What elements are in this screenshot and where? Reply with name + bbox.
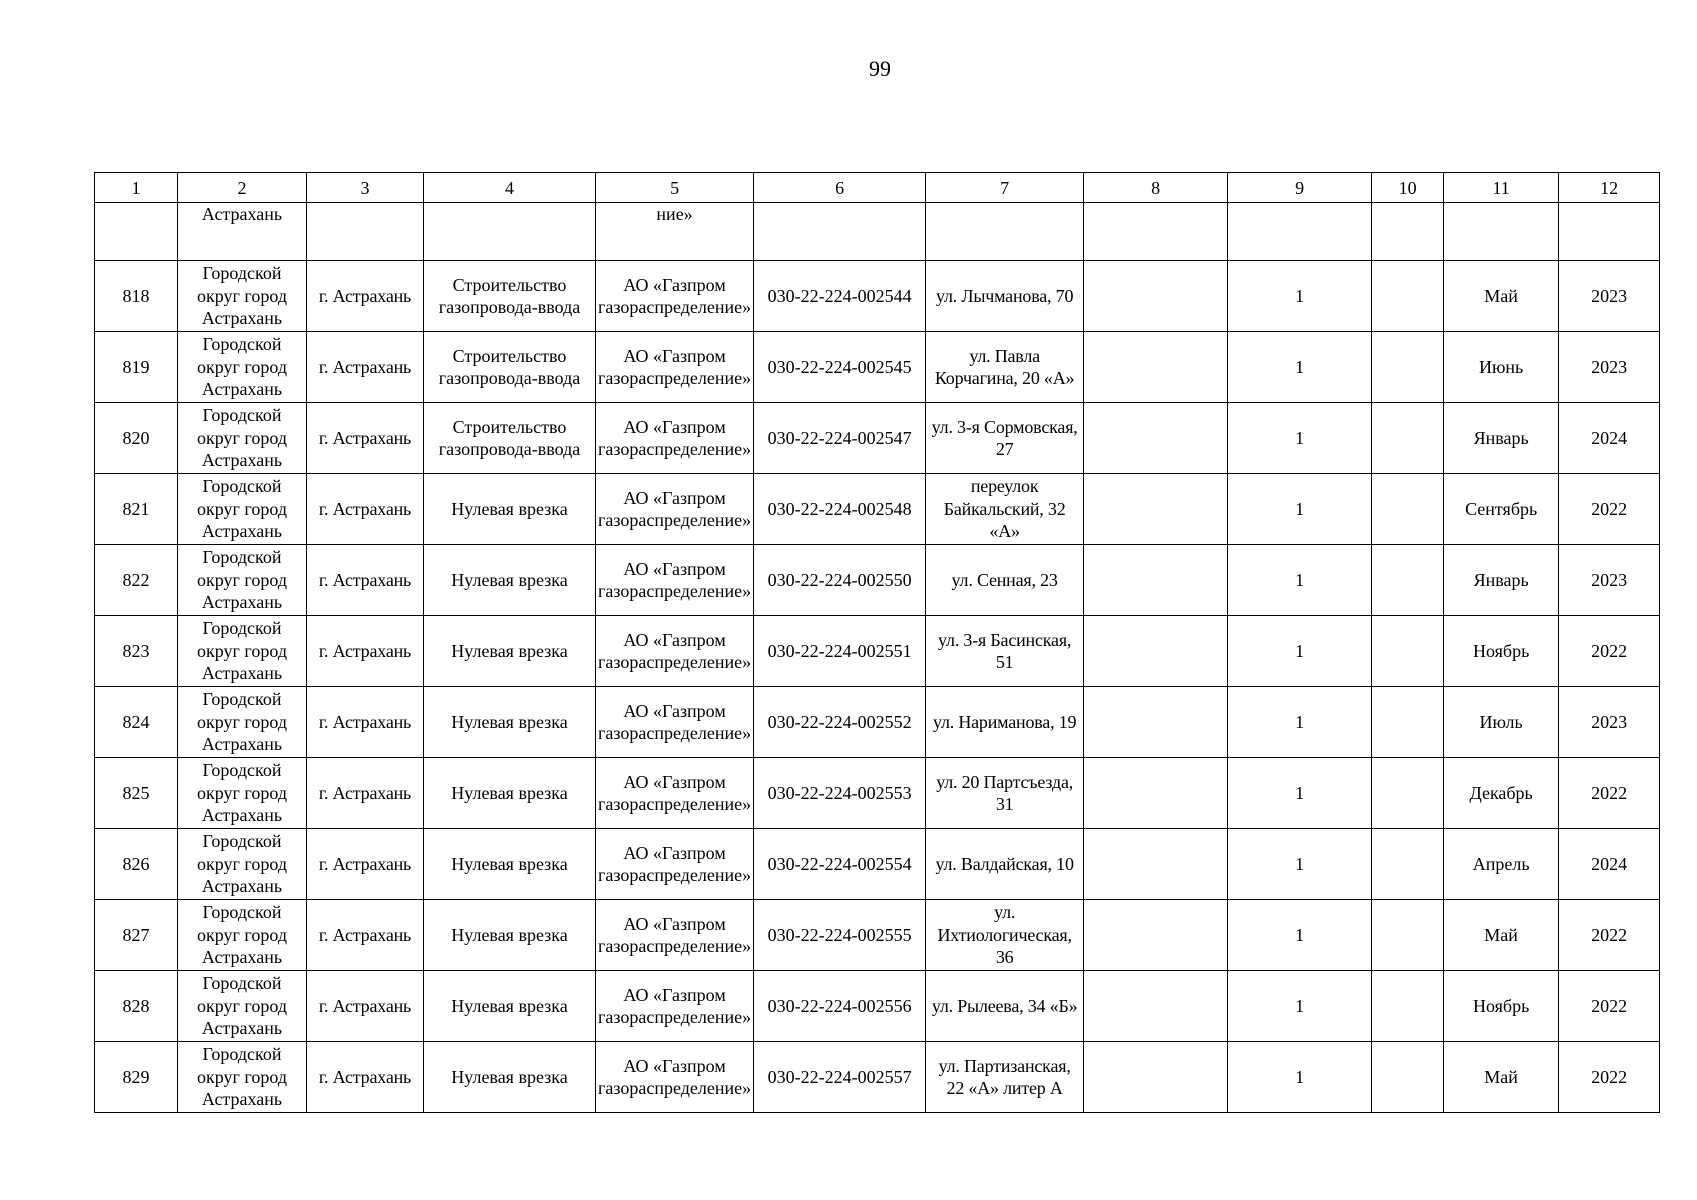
table-cell: ние»: [596, 203, 754, 261]
column-number: 8: [1084, 173, 1228, 203]
table-row: [95, 758, 1660, 829]
column-8-cell: [1084, 403, 1228, 474]
column-10-cell: [1372, 261, 1444, 332]
year-cell: 2022: [1559, 758, 1660, 829]
row-number-cell: 824: [95, 687, 178, 758]
column-8-cell: [1084, 261, 1228, 332]
object-code-cell: 030-22-224-002556: [754, 971, 926, 1042]
month-cell: Май: [1444, 261, 1559, 332]
column-number: 5: [596, 173, 754, 203]
column-number: 6: [754, 173, 926, 203]
column-8-cell: [1084, 687, 1228, 758]
address-cell: ул. 20 Партсъезда, 31: [926, 758, 1084, 829]
month-cell: Ноябрь: [1444, 616, 1559, 687]
object-code-cell: 030-22-224-002555: [754, 900, 926, 971]
column-number: 7: [926, 173, 1084, 203]
work-type-cell: Нулевая врезка: [424, 687, 596, 758]
column-10-cell: [1372, 758, 1444, 829]
settlement-cell: г. Астрахань: [307, 261, 424, 332]
object-code-cell: 030-22-224-002544: [754, 261, 926, 332]
column-number: 3: [307, 173, 424, 203]
municipality-cell: Городской округ город Астрахань: [178, 1042, 307, 1113]
table-cell: [1559, 203, 1660, 261]
settlement-cell: г. Астрахань: [307, 474, 424, 545]
column-number: 11: [1444, 173, 1559, 203]
continued-row: [95, 203, 1660, 261]
column-8-cell: [1084, 474, 1228, 545]
municipality-cell: Городской округ город Астрахань: [178, 545, 307, 616]
row-number-cell: 827: [95, 900, 178, 971]
table-row: [95, 1042, 1660, 1113]
column-10-cell: [1372, 900, 1444, 971]
municipality-cell: Городской округ город Астрахань: [178, 261, 307, 332]
column-number: 12: [1559, 173, 1660, 203]
row-number-cell: 826: [95, 829, 178, 900]
column-10-cell: [1372, 971, 1444, 1042]
column-10-cell: [1372, 545, 1444, 616]
column-8-cell: [1084, 332, 1228, 403]
quantity-cell: 1: [1228, 971, 1372, 1042]
address-cell: ул. Партизанская, 22 «А» литер А: [926, 1042, 1084, 1113]
work-type-cell: Нулевая врезка: [424, 971, 596, 1042]
column-10-cell: [1372, 332, 1444, 403]
table-row: [95, 829, 1660, 900]
column-8-cell: [1084, 616, 1228, 687]
address-cell: переулок Байкальский, 32 «А»: [926, 474, 1084, 545]
table-row: [95, 900, 1660, 971]
table-cell: [95, 203, 178, 261]
month-cell: Январь: [1444, 403, 1559, 474]
address-cell: ул. Валдайская, 10: [926, 829, 1084, 900]
table-cell: [1228, 203, 1372, 261]
table-cell: [754, 203, 926, 261]
object-code-cell: 030-22-224-002553: [754, 758, 926, 829]
address-cell: ул. Нариманова, 19: [926, 687, 1084, 758]
table-row: [95, 474, 1660, 545]
year-cell: 2022: [1559, 616, 1660, 687]
month-cell: Май: [1444, 1042, 1559, 1113]
work-type-cell: Нулевая врезка: [424, 900, 596, 971]
month-cell: Сентябрь: [1444, 474, 1559, 545]
table-row: [95, 616, 1660, 687]
organization-cell: АО «Газпром газораспределение»: [596, 403, 754, 474]
row-number-cell: 828: [95, 971, 178, 1042]
address-cell: ул. Сенная, 23: [926, 545, 1084, 616]
year-cell: 2023: [1559, 261, 1660, 332]
work-type-cell: Строительство газопровода-ввода: [424, 332, 596, 403]
year-cell: 2022: [1559, 1042, 1660, 1113]
work-type-cell: Строительство газопровода-ввода: [424, 403, 596, 474]
row-number-cell: 825: [95, 758, 178, 829]
settlement-cell: г. Астрахань: [307, 403, 424, 474]
settlement-cell: г. Астрахань: [307, 332, 424, 403]
table-cell: [1444, 203, 1559, 261]
year-cell: 2022: [1559, 900, 1660, 971]
row-number-cell: 821: [95, 474, 178, 545]
month-cell: Июнь: [1444, 332, 1559, 403]
object-code-cell: 030-22-224-002547: [754, 403, 926, 474]
column-10-cell: [1372, 474, 1444, 545]
column-10-cell: [1372, 1042, 1444, 1113]
work-type-cell: Нулевая врезка: [424, 829, 596, 900]
address-cell: ул. 3-я Басинская, 51: [926, 616, 1084, 687]
column-8-cell: [1084, 829, 1228, 900]
row-number-cell: 819: [95, 332, 178, 403]
year-cell: 2023: [1559, 545, 1660, 616]
column-8-cell: [1084, 1042, 1228, 1113]
object-code-cell: 030-22-224-002554: [754, 829, 926, 900]
object-code-cell: 030-22-224-002548: [754, 474, 926, 545]
municipality-cell: Городской округ город Астрахань: [178, 474, 307, 545]
column-number: 4: [424, 173, 596, 203]
table-cell: [1372, 203, 1444, 261]
municipality-cell: Городской округ город Астрахань: [178, 332, 307, 403]
municipality-cell: Городской округ город Астрахань: [178, 971, 307, 1042]
organization-cell: АО «Газпром газораспределение»: [596, 616, 754, 687]
quantity-cell: 1: [1228, 403, 1372, 474]
settlement-cell: г. Астрахань: [307, 687, 424, 758]
organization-cell: АО «Газпром газораспределение»: [596, 687, 754, 758]
settlement-cell: г. Астрахань: [307, 971, 424, 1042]
table-row: [95, 545, 1660, 616]
column-8-cell: [1084, 758, 1228, 829]
municipality-cell: Городской округ город Астрахань: [178, 829, 307, 900]
organization-cell: АО «Газпром газораспределение»: [596, 758, 754, 829]
column-number-row: [95, 173, 1660, 203]
month-cell: Май: [1444, 900, 1559, 971]
address-cell: ул. Павла Корчагина, 20 «А»: [926, 332, 1084, 403]
table-row: [95, 332, 1660, 403]
month-cell: Декабрь: [1444, 758, 1559, 829]
organization-cell: АО «Газпром газораспределение»: [596, 545, 754, 616]
column-number: 1: [95, 173, 178, 203]
month-cell: Апрель: [1444, 829, 1559, 900]
object-code-cell: 030-22-224-002550: [754, 545, 926, 616]
column-number: 10: [1372, 173, 1444, 203]
table-cell: Астрахань: [178, 203, 307, 261]
settlement-cell: г. Астрахань: [307, 545, 424, 616]
page-number: 99: [869, 56, 891, 81]
column-10-cell: [1372, 687, 1444, 758]
year-cell: 2022: [1559, 474, 1660, 545]
address-cell: ул. Ихтиологическая, 36: [926, 900, 1084, 971]
work-type-cell: Нулевая врезка: [424, 474, 596, 545]
quantity-cell: 1: [1228, 332, 1372, 403]
object-code-cell: 030-22-224-002557: [754, 1042, 926, 1113]
municipality-cell: Городской округ город Астрахань: [178, 403, 307, 474]
column-10-cell: [1372, 616, 1444, 687]
month-cell: Январь: [1444, 545, 1559, 616]
address-cell: ул. 3-я Сормовская, 27: [926, 403, 1084, 474]
table-cell: [424, 203, 596, 261]
municipality-cell: Городской округ город Астрахань: [178, 900, 307, 971]
column-number: 2: [178, 173, 307, 203]
object-code-cell: 030-22-224-002551: [754, 616, 926, 687]
row-number-cell: 822: [95, 545, 178, 616]
object-code-cell: 030-22-224-002545: [754, 332, 926, 403]
work-type-cell: Нулевая врезка: [424, 545, 596, 616]
work-type-cell: Нулевая врезка: [424, 616, 596, 687]
quantity-cell: 1: [1228, 1042, 1372, 1113]
organization-cell: АО «Газпром газораспределение»: [596, 900, 754, 971]
data-table: [94, 172, 1660, 1113]
settlement-cell: г. Астрахань: [307, 1042, 424, 1113]
object-code-cell: 030-22-224-002552: [754, 687, 926, 758]
quantity-cell: 1: [1228, 687, 1372, 758]
address-cell: ул. Лычманова, 70: [926, 261, 1084, 332]
table-row: [95, 261, 1660, 332]
settlement-cell: г. Астрахань: [307, 758, 424, 829]
organization-cell: АО «Газпром газораспределение»: [596, 261, 754, 332]
month-cell: Ноябрь: [1444, 971, 1559, 1042]
quantity-cell: 1: [1228, 616, 1372, 687]
column-8-cell: [1084, 971, 1228, 1042]
table-cell: [1084, 203, 1228, 261]
row-number-cell: 823: [95, 616, 178, 687]
column-10-cell: [1372, 403, 1444, 474]
organization-cell: АО «Газпром газораспределение»: [596, 1042, 754, 1113]
year-cell: 2024: [1559, 403, 1660, 474]
table-cell: [926, 203, 1084, 261]
settlement-cell: г. Астрахань: [307, 900, 424, 971]
year-cell: 2022: [1559, 971, 1660, 1042]
row-number-cell: 820: [95, 403, 178, 474]
work-type-cell: Нулевая врезка: [424, 758, 596, 829]
year-cell: 2023: [1559, 687, 1660, 758]
work-type-cell: Нулевая врезка: [424, 1042, 596, 1113]
column-10-cell: [1372, 829, 1444, 900]
column-8-cell: [1084, 900, 1228, 971]
table-row: [95, 687, 1660, 758]
column-8-cell: [1084, 545, 1228, 616]
month-cell: Июль: [1444, 687, 1559, 758]
column-number: 9: [1228, 173, 1372, 203]
year-cell: 2024: [1559, 829, 1660, 900]
municipality-cell: Городской округ город Астрахань: [178, 616, 307, 687]
row-number-cell: 818: [95, 261, 178, 332]
organization-cell: АО «Газпром газораспределение»: [596, 474, 754, 545]
quantity-cell: 1: [1228, 758, 1372, 829]
quantity-cell: 1: [1228, 900, 1372, 971]
table-row: [95, 403, 1660, 474]
row-number-cell: 829: [95, 1042, 178, 1113]
quantity-cell: 1: [1228, 545, 1372, 616]
address-cell: ул. Рылеева, 34 «Б»: [926, 971, 1084, 1042]
organization-cell: АО «Газпром газораспределение»: [596, 829, 754, 900]
quantity-cell: 1: [1228, 261, 1372, 332]
table-cell: [307, 203, 424, 261]
quantity-cell: 1: [1228, 474, 1372, 545]
settlement-cell: г. Астрахань: [307, 829, 424, 900]
organization-cell: АО «Газпром газораспределение»: [596, 971, 754, 1042]
municipality-cell: Городской округ город Астрахань: [178, 687, 307, 758]
municipality-cell: Городской округ город Астрахань: [178, 758, 307, 829]
year-cell: 2023: [1559, 332, 1660, 403]
organization-cell: АО «Газпром газораспределение»: [596, 332, 754, 403]
table-row: [95, 971, 1660, 1042]
quantity-cell: 1: [1228, 829, 1372, 900]
settlement-cell: г. Астрахань: [307, 616, 424, 687]
work-type-cell: Строительство газопровода-ввода: [424, 261, 596, 332]
